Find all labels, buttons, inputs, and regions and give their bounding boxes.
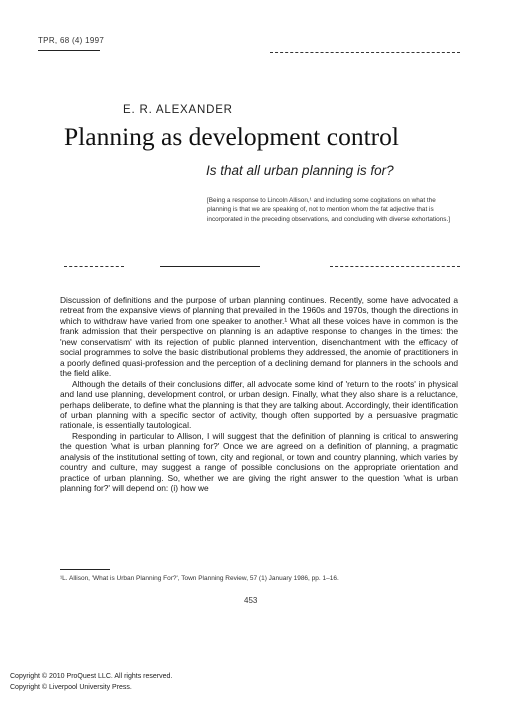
- header-rule-left: [38, 50, 100, 51]
- article-subtitle: Is that all urban planning is for?: [206, 163, 394, 178]
- footnote-rule: [60, 569, 110, 570]
- section-rule-middle: [160, 266, 260, 267]
- journal-reference: TPR, 68 (4) 1997: [38, 36, 105, 45]
- body-paragraph: Although the details of their conclusions differ, all advocate some kind of 'return to the roots' in physical and land use planning, development control, or urban design. Finally, what they also share is a reluctance, perhaps deliberate, to define what the planning is that they are talking about. Accordingly, their identification of urban planning with a specific sector of activity, though often supported by a persuasive pragmatic rationale, is essentially tautological.: [60, 378, 458, 431]
- page-number: 453: [244, 596, 258, 605]
- article-abstract: [Being a response to Lincoln Allison,¹ and including some cogitations on what the planning is that we are speaking of, not to mention whom the fat adjective that is incorporated in the preceding observations, and concluding with diverse exhortations.]: [207, 197, 450, 223]
- copyright-line: Copyright © 2010 ProQuest LLC. All rights reserved.: [10, 673, 173, 680]
- article-title: Planning as development control: [64, 122, 399, 151]
- section-rule-left: [64, 266, 124, 267]
- article-body: [60, 295, 458, 494]
- copyright-notice: [10, 671, 172, 693]
- author-name: E. R. ALEXANDER: [123, 104, 233, 116]
- header-rule-right: [270, 52, 460, 53]
- copyright-line: Copyright © Liverpool University Press.: [10, 684, 132, 691]
- footnote: ¹L. Allison, 'What is Urban Planning For?', Town Planning Review, 57 (1) January 1986, pp. 1–16.: [60, 575, 339, 582]
- body-paragraph: Discussion of definitions and the purpose of urban planning continues. Recently, some have advocated a retreat from the expansive views of planning that prevailed in the 1960s and 1970s, though the directions in which to withdraw have varied from one speaker to another.¹ What all these voices have in common is the frank admission that their perspective on planning is an adaptive response to changes in the times: the 'new conservatism' with its rejection of public planned intervention, disenchantment with the efficacy of social programmes to solve the basic distributional problems they addressed, the anomie of practitioners in a poorly defined quasi-profession and the perception of a declining demand for planners in the schools and the field alike.: [60, 295, 458, 379]
- section-rule-right: [330, 266, 460, 267]
- body-paragraph: Responding in particular to Allison, I will suggest that the definition of planning is critical to answering the question 'what is urban planning for?' Once we are agreed on a definition of planning, a pragmatic analysis of the institutional setting of town, city and regional, or town and country planning, which varies by country and culture, may suggest a range of possible conclusions on the appropriate orientation and practice of urban planning. So, whether we are giving the right answer to the question 'what is urban planning for?' will depend on: (i) how we: [60, 430, 458, 494]
